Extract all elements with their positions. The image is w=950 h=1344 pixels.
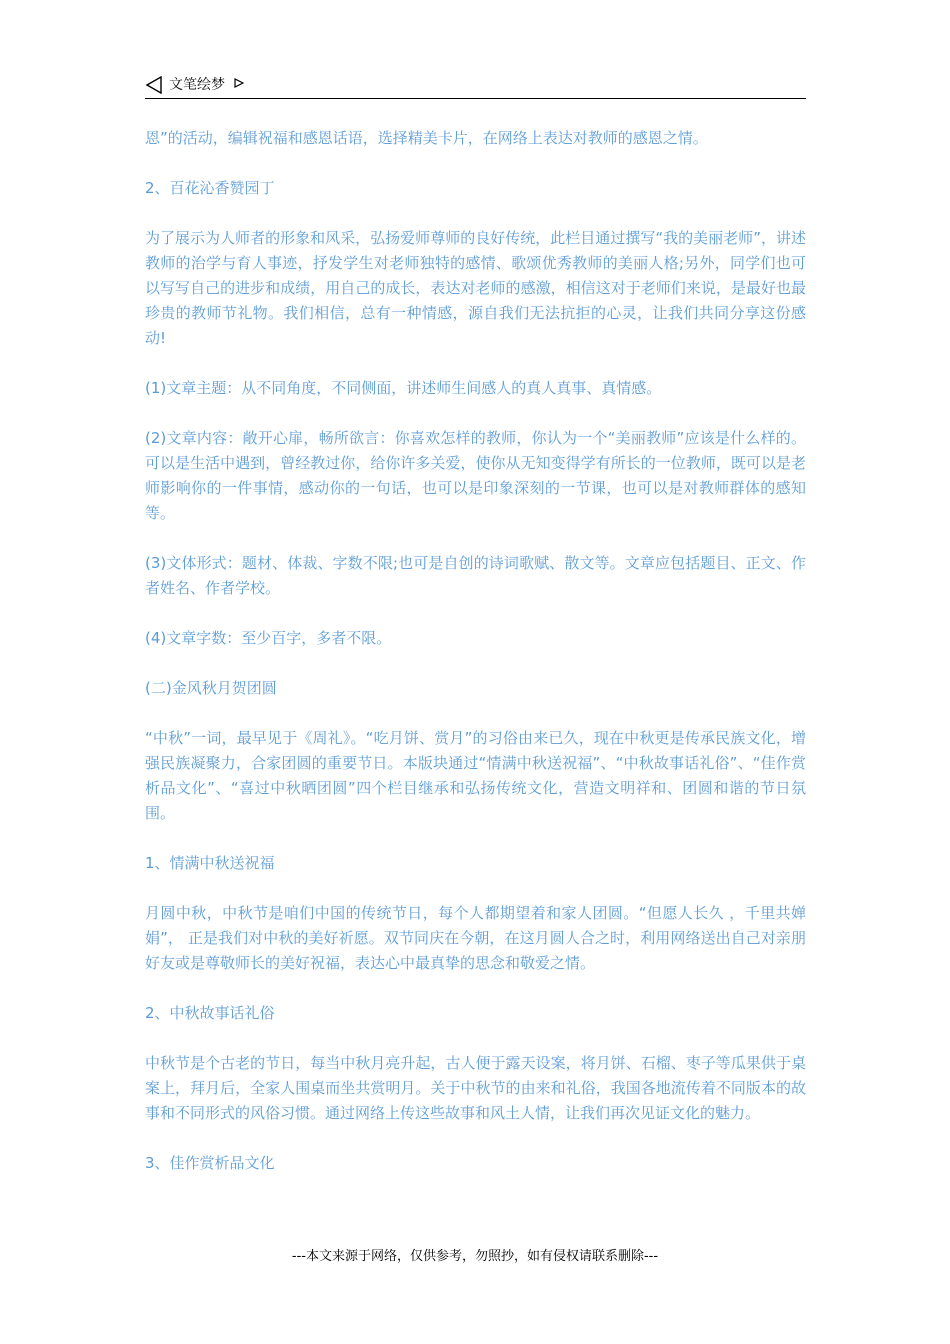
- header-title: 文笔绘梦: [169, 77, 225, 93]
- section-heading: 3、佳作赏析品文化: [145, 1154, 275, 1172]
- paragraph: 月圆中秋，中秋节是咱们中国的传统节日，每个人都期望着和家人团圆。“但愿人长久 ，千里共婵娟”， 正是我们对中秋的美好祈愿。双节同庆在今朝，在这月圆人合之时，利用网络送出自己对亲朋好友或是尊敬师长的美好祝福，表达心中最真挚的思念和敬爱之情。: [145, 904, 806, 972]
- paragraph: 恩”的活动，编辑祝福和感恩话语，选择精美卡片，在网络上表达对教师的感恩之情。: [145, 129, 708, 147]
- section-heading: (二)金风秋月贺团圆: [145, 679, 277, 697]
- header-divider: [145, 98, 806, 99]
- paragraph: (3)文体形式：题材、体裁、字数不限;也可是自创的诗词歌赋、散文等。文章应包括题目、正文、作者姓名、作者学校。: [145, 554, 806, 597]
- document-body: [145, 126, 806, 1201]
- section-heading: 2、中秋故事话礼俗: [145, 1004, 275, 1022]
- paragraph: (4)文章字数：至少百字，多者不限。: [145, 629, 392, 647]
- section-heading: 2、百花沁香赞园丁: [145, 179, 275, 197]
- paragraph: (1)文章主题：从不同角度，不同侧面，讲述师生间感人的真人真事、真情感。: [145, 379, 662, 397]
- paragraph: 为了展示为人师者的形象和风采，弘扬爱师尊师的良好传统，此栏目通过撰写“我的美丽老师”，讲述教师的治学与育人事迹，抒发学生对老师独特的感情、歌颂优秀教师的美丽人格;另外，同学们也可以写写自己的进步和成绩，用自己的成长，表达对老师的感激，相信这对于老师们来说，是最好也最珍贵的教师节礼物。我们相信，总有一种情感，源自我们无法抗拒的心灵，让我们共同分享这份感动!: [145, 229, 806, 347]
- triangle-right-icon: [234, 78, 244, 88]
- paragraph: (2)文章内容：敞开心扉，畅所欲言：你喜欢怎样的教师，你认为一个“美丽教师”应该是什么样的。可以是生活中遇到，曾经教过你，给你许多关爱，使你从无知变得学有所长的一位教师，既可以是老师影响你的一件事情，感动你的一句话，也可以是印象深刻的一节课，也可以是对教师群体的感知等。: [145, 429, 806, 522]
- footer-disclaimer: ---本文来源于网络，仅供参考，勿照抄，如有侵权请联系删除---: [291, 1249, 659, 1264]
- triangle-left-icon: [145, 76, 163, 94]
- paragraph: “中秋”一词，最早见于《周礼》。“吃月饼、赏月”的习俗由来已久，现在中秋更是传承民族文化，增强民族凝聚力，合家团圆的重要节日。本版块通过“情满中秋送祝福”、“中秋故事话礼俗”、“佳作赏析品文化”、“喜过中秋晒团圆”四个栏目继承和弘扬传统文化，营造文明祥和、团圆和谐的节日氛围。: [145, 729, 806, 822]
- section-heading: 1、情满中秋送祝福: [145, 854, 275, 872]
- page-header: [145, 74, 806, 98]
- paragraph: 中秋节是个古老的节日，每当中秋月亮升起，古人便于露天设案，将月饼、石榴、枣子等瓜果供于桌案上，拜月后，全家人围桌而坐共赏明月。关于中秋节的由来和礼俗，我国各地流传着不同版本的故事和不同形式的风俗习惯。通过网络上传这些故事和风土人情，让我们再次见证文化的魅力。: [145, 1054, 806, 1122]
